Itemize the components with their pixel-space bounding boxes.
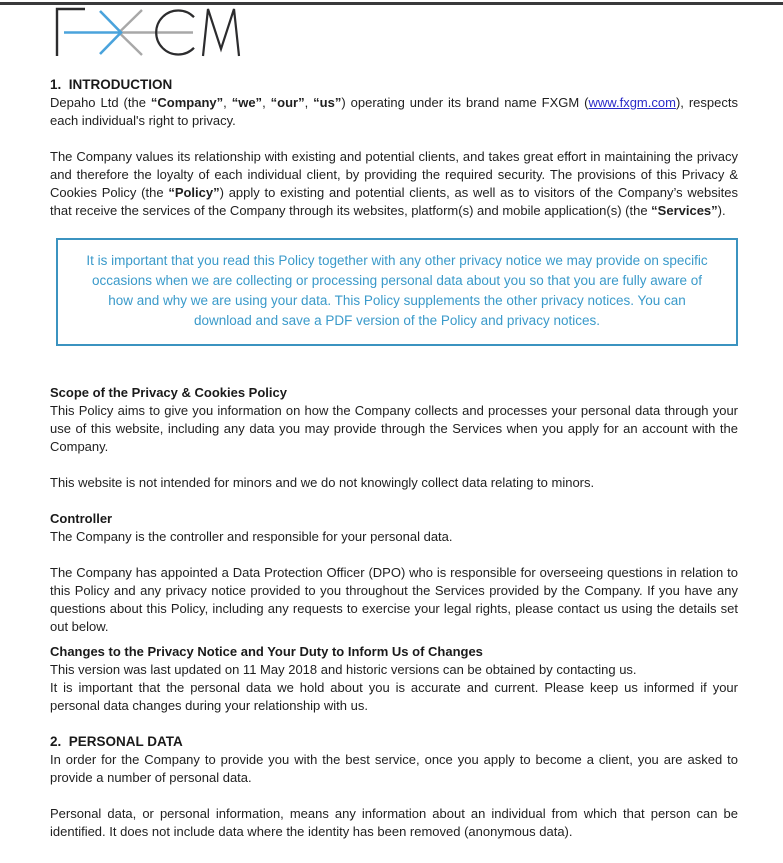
bold-term: “us” bbox=[313, 95, 342, 110]
section-heading: 2. PERSONAL DATA bbox=[50, 734, 183, 749]
paragraph bbox=[50, 402, 738, 456]
paragraph bbox=[50, 528, 738, 546]
sub-heading: Changes to the Privacy Notice and Your Duty to Inform Us of Changes bbox=[50, 644, 483, 659]
paragraph bbox=[50, 679, 738, 715]
fxgm-logo-icon bbox=[45, 3, 245, 57]
text-run: Depaho Ltd (the bbox=[50, 95, 151, 110]
sub-heading: Controller bbox=[50, 511, 113, 526]
paragraph bbox=[50, 148, 738, 220]
paragraph bbox=[50, 805, 738, 841]
bold-term: “we” bbox=[231, 95, 263, 110]
text-run: , bbox=[262, 95, 271, 110]
fxgm-website-link[interactable]: www.fxgm.com bbox=[588, 95, 676, 110]
text-run: The Company values its relationship with existing and potential clients, and takes great effort in maintaining the privacy and therefore the loyalty of each individual client, by providing the required security. The provisions of this Privacy & Cookies Policy (the bbox=[50, 149, 738, 200]
text-run: This website is not intended for minors and we do not knowingly collect data relating to minors. bbox=[50, 475, 595, 490]
bold-term: “our” bbox=[270, 95, 305, 110]
bold-term: “Company” bbox=[150, 95, 224, 110]
fxgm-logo bbox=[45, 3, 245, 57]
text-run: ). bbox=[717, 203, 726, 218]
notice-box: It is important that you read this Policy together with any other privacy notice we may provide on specific occasions when we are collecting or processing personal data about you so that you are fully aware of how and why we are using your data. This Policy supplements the other privacy notices. You can download and save a PDF version of the Policy and privacy notices. bbox=[56, 238, 738, 346]
text-run: This version was last updated on 11 May 2018 and historic versions can be obtained by contacting us. bbox=[50, 662, 637, 677]
paragraph bbox=[50, 661, 738, 679]
text-run: , bbox=[304, 95, 314, 110]
text-run: This Policy aims to give you information on how the Company collects and processes your personal data through your use of this website, including any data you may provide through the Services when you apply for an account with the Company. bbox=[50, 403, 738, 454]
bold-term: “Services” bbox=[651, 203, 718, 218]
text-run: The Company is the controller and responsible for your personal data. bbox=[50, 529, 453, 544]
text-run: The Company has appointed a Data Protection Officer (DPO) who is responsible for overseeing questions in relation to this Policy and any privacy notice provided to you throughout the Services provided by the Company. If you have any questions about this Policy, including any requests to exercise your legal rights, please contact us using the details set out below. bbox=[50, 565, 738, 634]
text-run: , bbox=[223, 95, 232, 110]
paragraph bbox=[50, 751, 738, 787]
sub-heading: Scope of the Privacy & Cookies Policy bbox=[50, 385, 287, 400]
bold-term: “Policy” bbox=[168, 185, 220, 200]
paragraph bbox=[50, 564, 738, 636]
text-run: It is important that the personal data we hold about you is accurate and current. Please keep us informed if your personal data changes during your relationship with us. bbox=[50, 680, 738, 713]
text-run: In order for the Company to provide you with the best service, once you apply to become a client, you are asked to provide a number of personal data. bbox=[50, 752, 738, 785]
document-body bbox=[50, 76, 738, 841]
section-heading: 1. INTRODUCTION bbox=[50, 77, 173, 92]
paragraph bbox=[50, 474, 738, 492]
paragraph bbox=[50, 94, 738, 130]
text-run: ), respects each individual's right to privacy. bbox=[50, 95, 738, 128]
text-run: ) apply to existing and potential clients, as well as to visitors of the Company’s websites that receive the services of the Company through its websites, platform(s) and mobile application(s) (the bbox=[50, 185, 738, 218]
text-run: Personal data, or personal information, means any information about an individual from which that person can be identified. It does not include data where the identity has been removed (anonymous data). bbox=[50, 806, 738, 839]
text-run: ) operating under its brand name FXGM ( bbox=[341, 95, 589, 110]
